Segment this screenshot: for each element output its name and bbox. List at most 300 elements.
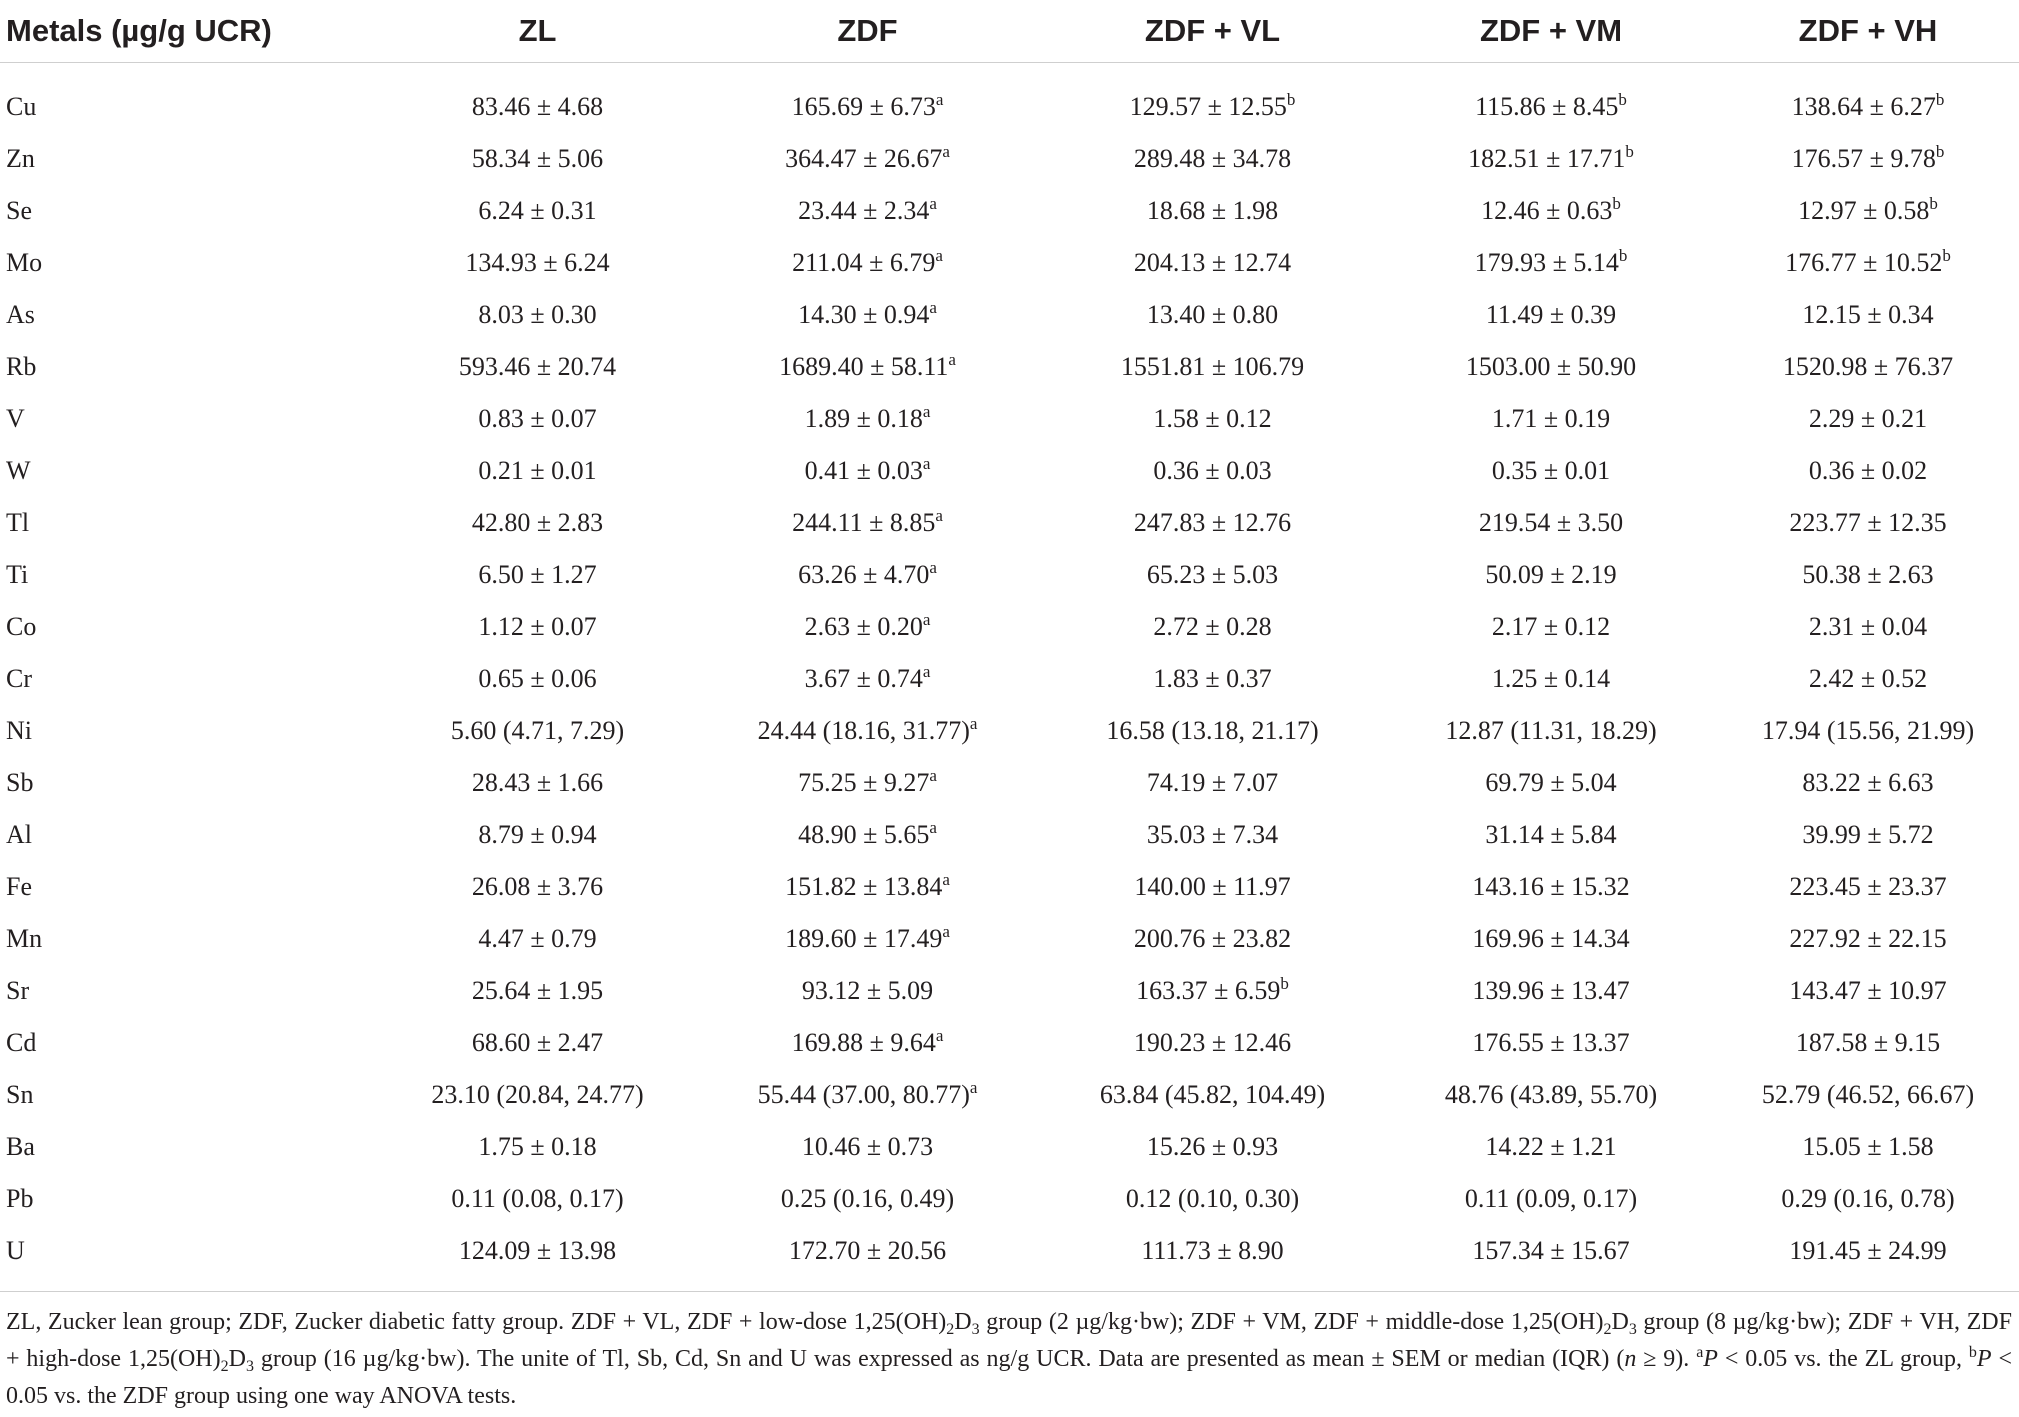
cell-value: 1.71 ± 0.19 bbox=[1491, 404, 1611, 433]
cell-value: 58.34 ± 5.06 bbox=[471, 144, 604, 173]
value-cell bbox=[695, 1173, 1040, 1225]
value-cell bbox=[695, 1225, 1040, 1292]
value-cell bbox=[1717, 1121, 2019, 1173]
cell-value: 364.47 ± 26.67 bbox=[785, 144, 943, 173]
cell-value: 169.88 ± 9.64 bbox=[791, 1028, 936, 1057]
value-cell bbox=[380, 341, 695, 393]
cell-value: 2.17 ± 0.12 bbox=[1491, 612, 1611, 641]
value-cell bbox=[1385, 757, 1717, 809]
value-cell bbox=[1717, 445, 2019, 497]
value-cell bbox=[695, 653, 1040, 705]
value-cell bbox=[380, 1225, 695, 1292]
table-row bbox=[0, 757, 2019, 809]
cell-value: 2.63 ± 0.20 bbox=[804, 612, 923, 641]
value-cell bbox=[1717, 861, 2019, 913]
significance-marker: a bbox=[929, 194, 937, 213]
value-cell bbox=[1385, 1225, 1717, 1292]
metal-name-cell: U bbox=[0, 1225, 380, 1292]
value-cell bbox=[380, 133, 695, 185]
cell-value: 1.25 ± 0.14 bbox=[1491, 664, 1611, 693]
cell-value: 176.77 ± 10.52 bbox=[1785, 248, 1943, 277]
significance-marker: a bbox=[942, 922, 950, 941]
cell-value: 75.25 ± 9.27 bbox=[798, 768, 930, 797]
cell-value: 12.15 ± 0.34 bbox=[1802, 300, 1934, 329]
value-cell bbox=[1040, 133, 1385, 185]
value-cell bbox=[1717, 913, 2019, 965]
cell-value: 10.46 ± 0.73 bbox=[801, 1132, 934, 1161]
significance-marker: b bbox=[1618, 246, 1628, 265]
value-cell bbox=[1385, 237, 1717, 289]
value-cell bbox=[695, 1017, 1040, 1069]
value-cell bbox=[1040, 653, 1385, 705]
value-cell bbox=[695, 185, 1040, 237]
value-cell bbox=[1385, 341, 1717, 393]
value-cell bbox=[1385, 1069, 1717, 1121]
value-cell bbox=[1717, 757, 2019, 809]
metal-name-cell: Co bbox=[6, 612, 37, 641]
value-cell bbox=[695, 393, 1040, 445]
metal-name-cell: Se bbox=[6, 196, 32, 225]
table-row bbox=[0, 63, 2019, 134]
value-cell bbox=[380, 237, 695, 289]
column-header-zdf-vl: ZDF + VL bbox=[1040, 0, 1385, 63]
value-cell bbox=[695, 63, 1040, 134]
table-row bbox=[0, 965, 2019, 1017]
cell-value: 14.22 ± 1.21 bbox=[1485, 1132, 1617, 1161]
column-header-zdf-vm: ZDF + VM bbox=[1385, 0, 1717, 63]
value-cell bbox=[1040, 393, 1385, 445]
significance-marker: a bbox=[935, 506, 943, 525]
cell-value: 1520.98 ± 76.37 bbox=[1782, 352, 1954, 381]
value-cell bbox=[1040, 861, 1385, 913]
cell-value: 48.76 (43.89, 55.70) bbox=[1444, 1080, 1658, 1109]
cell-value: 0.29 (0.16, 0.78) bbox=[1781, 1184, 1955, 1213]
cell-value: 1.89 ± 0.18 bbox=[804, 404, 923, 433]
column-header-zdf-vh: ZDF + VH bbox=[1717, 0, 2019, 63]
cell-value: 200.76 ± 23.82 bbox=[1133, 924, 1292, 953]
cell-value: 1503.00 ± 50.90 bbox=[1465, 352, 1637, 381]
value-cell bbox=[695, 549, 1040, 601]
significance-marker: b bbox=[1929, 194, 1938, 213]
value-cell bbox=[1717, 237, 2019, 289]
footnote-text: < 0.05 vs. the ZL group, bbox=[1717, 1346, 1969, 1372]
cell-value: 8.79 ± 0.94 bbox=[478, 820, 597, 849]
footnote-text: D bbox=[228, 1346, 246, 1372]
cell-value: 50.38 ± 2.63 bbox=[1802, 560, 1934, 589]
cell-value: 0.35 ± 0.01 bbox=[1491, 456, 1611, 485]
value-cell bbox=[1040, 63, 1385, 134]
significance-marker: a bbox=[942, 142, 950, 161]
value-cell bbox=[380, 1069, 695, 1121]
table-row bbox=[0, 601, 2019, 653]
value-cell bbox=[695, 861, 1040, 913]
value-cell bbox=[380, 289, 695, 341]
value-cell bbox=[695, 289, 1040, 341]
metal-name-cell: Ti bbox=[6, 560, 29, 589]
significance-marker: a bbox=[929, 298, 937, 317]
value-cell bbox=[1040, 601, 1385, 653]
value-cell bbox=[380, 601, 695, 653]
value-cell bbox=[380, 913, 695, 965]
table-row bbox=[0, 913, 2019, 965]
cell-value: 1.75 ± 0.18 bbox=[478, 1132, 597, 1161]
cell-value: 0.12 (0.10, 0.30) bbox=[1125, 1184, 1300, 1213]
cell-value: 8.03 ± 0.30 bbox=[478, 300, 597, 329]
value-cell bbox=[1385, 133, 1717, 185]
significance-marker: a bbox=[935, 90, 944, 109]
footnote-italic-p: P bbox=[1703, 1346, 1718, 1372]
footnote-text: group (16 µg/kg·bw). The unite of Tl, Sb, Cd, Sn and U was expressed as ng/g UCR. Data are presented as mean ± SEM or median (IQR) ( bbox=[253, 1346, 1625, 1372]
cell-value: 176.55 ± 13.37 bbox=[1472, 1028, 1630, 1057]
cell-value: 223.77 ± 12.35 bbox=[1789, 508, 1947, 537]
cell-value: 28.43 ± 1.66 bbox=[471, 768, 604, 797]
value-cell bbox=[1385, 63, 1717, 134]
value-cell bbox=[1040, 757, 1385, 809]
value-cell bbox=[1385, 861, 1717, 913]
value-cell bbox=[380, 809, 695, 861]
metal-name-cell: Mn bbox=[6, 924, 43, 953]
value-cell bbox=[1040, 809, 1385, 861]
value-cell bbox=[380, 445, 695, 497]
metal-name-cell: Mo bbox=[6, 248, 43, 277]
cell-value: 0.11 (0.08, 0.17) bbox=[451, 1184, 624, 1213]
footnote-subscript: 2 bbox=[1603, 1321, 1612, 1338]
cell-value: 1.83 ± 0.37 bbox=[1153, 664, 1272, 693]
metal-name-cell: Zn bbox=[6, 144, 35, 173]
cell-value: 157.34 ± 15.67 bbox=[1472, 1236, 1630, 1265]
cell-value: 2.72 ± 0.28 bbox=[1153, 612, 1272, 641]
footnote-subscript: 2 bbox=[946, 1321, 955, 1338]
cell-value: 1689.40 ± 58.11 bbox=[779, 352, 949, 381]
footnote-text: ZL, Zucker lean group; ZDF, Zucker diabetic fatty group. ZDF + VL, ZDF + low-dose 1,25(OH) bbox=[6, 1309, 947, 1335]
cell-value: 182.51 ± 17.71 bbox=[1468, 144, 1626, 173]
header-row bbox=[0, 0, 2019, 63]
column-header-metals: Metals (µg/g UCR) bbox=[0, 0, 380, 63]
value-cell bbox=[1717, 809, 2019, 861]
cell-value: 244.11 ± 8.85 bbox=[792, 508, 936, 537]
cell-value: 31.14 ± 5.84 bbox=[1485, 820, 1617, 849]
value-cell bbox=[1385, 809, 1717, 861]
cell-value: 227.92 ± 22.15 bbox=[1789, 924, 1947, 953]
cell-value: 219.54 ± 3.50 bbox=[1478, 508, 1624, 537]
cell-value: 151.82 ± 13.84 bbox=[785, 872, 943, 901]
significance-marker: a bbox=[922, 454, 931, 473]
table-row bbox=[0, 133, 2019, 185]
value-cell bbox=[1040, 185, 1385, 237]
metal-name-cell: Cu bbox=[6, 92, 37, 121]
significance-marker: a bbox=[935, 246, 943, 265]
cell-value: 42.80 ± 2.83 bbox=[471, 508, 604, 537]
cell-value: 50.09 ± 2.19 bbox=[1485, 560, 1617, 589]
cell-value: 129.57 ± 12.55 bbox=[1129, 92, 1287, 121]
value-cell bbox=[1040, 1173, 1385, 1225]
significance-marker: a bbox=[929, 818, 937, 837]
value-cell bbox=[1717, 965, 2019, 1017]
value-cell bbox=[695, 133, 1040, 185]
cell-value: 68.60 ± 2.47 bbox=[471, 1028, 604, 1057]
significance-marker: a bbox=[922, 402, 931, 421]
value-cell bbox=[1385, 185, 1717, 237]
value-cell bbox=[695, 601, 1040, 653]
value-cell bbox=[695, 757, 1040, 809]
metal-name-cell: Rb bbox=[6, 352, 37, 381]
table-row bbox=[0, 237, 2019, 289]
cell-value: 138.64 ± 6.27 bbox=[1791, 92, 1936, 121]
value-cell bbox=[380, 1017, 695, 1069]
cell-value: 83.22 ± 6.63 bbox=[1802, 768, 1934, 797]
footnote-text: group (2 µg/kg·bw); ZDF + VM, ZDF + middle-dose 1,25(OH) bbox=[979, 1309, 1604, 1335]
value-cell bbox=[1717, 133, 2019, 185]
cell-value: 15.26 ± 0.93 bbox=[1146, 1132, 1279, 1161]
cell-value: 63.26 ± 4.70 bbox=[798, 560, 930, 589]
cell-value: 115.86 ± 8.45 bbox=[1475, 92, 1619, 121]
cell-value: 593.46 ± 20.74 bbox=[458, 352, 617, 381]
significance-marker: b bbox=[1935, 90, 1945, 109]
column-header-zl: ZL bbox=[380, 0, 695, 63]
value-cell bbox=[380, 185, 695, 237]
cell-value: 191.45 ± 24.99 bbox=[1789, 1236, 1947, 1265]
footnote-text: group (8 µg/kg·bw); ZDF + VH, ZDF + high-dose 1,25(OH) bbox=[6, 1309, 2012, 1372]
value-cell bbox=[1385, 913, 1717, 965]
cell-value: 1551.81 ± 106.79 bbox=[1120, 352, 1305, 381]
cell-value: 65.23 ± 5.03 bbox=[1146, 560, 1279, 589]
significance-marker: b bbox=[1280, 974, 1289, 993]
cell-value: 11.49 ± 0.39 bbox=[1485, 300, 1617, 329]
table-row bbox=[0, 1225, 2019, 1292]
metal-name-cell: Cr bbox=[6, 664, 32, 693]
value-cell bbox=[1717, 393, 2019, 445]
table-row bbox=[0, 549, 2019, 601]
cell-value: 111.73 ± 8.90 bbox=[1141, 1236, 1284, 1265]
footnote-superscript-a: a bbox=[1696, 1344, 1704, 1361]
cell-value: 2.29 ± 0.21 bbox=[1808, 404, 1928, 433]
significance-marker: a bbox=[969, 714, 978, 733]
footnote-text: ≥ 9). bbox=[1636, 1346, 1697, 1372]
footnote-subscript: 3 bbox=[245, 1358, 254, 1375]
cell-value: 289.48 ± 34.78 bbox=[1133, 144, 1292, 173]
value-cell bbox=[1040, 341, 1385, 393]
value-cell bbox=[1385, 1017, 1717, 1069]
footnote-italic-p: P bbox=[1976, 1346, 1992, 1372]
cell-value: 1.12 ± 0.07 bbox=[478, 612, 597, 641]
metal-name-cell: Ni bbox=[6, 716, 32, 745]
value-cell bbox=[1385, 549, 1717, 601]
value-cell bbox=[695, 497, 1040, 549]
value-cell bbox=[1717, 549, 2019, 601]
cell-value: 187.58 ± 9.15 bbox=[1795, 1028, 1941, 1057]
metal-name-cell: W bbox=[6, 456, 31, 485]
footnote-subscript: 3 bbox=[1628, 1321, 1637, 1338]
table-row bbox=[0, 393, 2019, 445]
cell-value: 176.57 ± 9.78 bbox=[1791, 144, 1936, 173]
table-body bbox=[0, 63, 2019, 1292]
metal-name-cell: Sr bbox=[6, 976, 30, 1005]
cell-value: 2.42 ± 0.52 bbox=[1808, 664, 1928, 693]
cell-value: 247.83 ± 12.76 bbox=[1133, 508, 1292, 537]
value-cell bbox=[1717, 601, 2019, 653]
cell-value: 0.21 ± 0.01 bbox=[478, 456, 597, 485]
metal-name-cell: Al bbox=[6, 820, 32, 849]
cell-value: 172.70 ± 20.56 bbox=[788, 1236, 947, 1265]
cell-value: 6.24 ± 0.31 bbox=[478, 196, 597, 225]
footnote-text: D bbox=[954, 1309, 972, 1335]
cell-value: 163.37 ± 6.59 bbox=[1136, 976, 1281, 1005]
metal-name-cell: Cd bbox=[6, 1028, 37, 1057]
value-cell bbox=[1385, 653, 1717, 705]
value-cell bbox=[1385, 289, 1717, 341]
value-cell bbox=[380, 705, 695, 757]
metal-name-cell: Sb bbox=[6, 768, 34, 797]
metal-name-cell: V bbox=[6, 404, 25, 433]
cell-value: 0.41 ± 0.03 bbox=[804, 456, 923, 485]
cell-value: 39.99 ± 5.72 bbox=[1802, 820, 1934, 849]
value-cell bbox=[695, 965, 1040, 1017]
value-cell bbox=[1040, 965, 1385, 1017]
cell-value: 74.19 ± 7.07 bbox=[1146, 768, 1279, 797]
cell-value: 26.08 ± 3.76 bbox=[471, 872, 604, 901]
value-cell bbox=[1385, 965, 1717, 1017]
significance-marker: a bbox=[929, 558, 937, 577]
cell-value: 4.47 ± 0.79 bbox=[478, 924, 597, 953]
significance-marker: a bbox=[935, 1026, 944, 1045]
cell-value: 16.58 (13.18, 21.17) bbox=[1106, 716, 1319, 745]
cell-value: 204.13 ± 12.74 bbox=[1133, 248, 1292, 277]
significance-marker: b bbox=[1942, 246, 1951, 265]
cell-value: 25.64 ± 1.95 bbox=[471, 976, 604, 1005]
value-cell bbox=[1717, 185, 2019, 237]
column-header-zdf: ZDF bbox=[695, 0, 1040, 63]
cell-value: 48.90 ± 5.65 bbox=[798, 820, 930, 849]
value-cell bbox=[380, 1173, 695, 1225]
value-cell bbox=[695, 1069, 1040, 1121]
table-row bbox=[0, 1017, 2019, 1069]
value-cell bbox=[1717, 341, 2019, 393]
value-cell bbox=[380, 757, 695, 809]
value-cell bbox=[1040, 913, 1385, 965]
value-cell bbox=[1717, 1017, 2019, 1069]
value-cell bbox=[695, 1121, 1040, 1173]
table-row bbox=[0, 445, 2019, 497]
metal-name-cell: As bbox=[6, 300, 35, 329]
cell-value: 0.65 ± 0.06 bbox=[478, 664, 597, 693]
cell-value: 17.94 (15.56, 21.99) bbox=[1761, 716, 1975, 745]
cell-value: 0.36 ± 0.02 bbox=[1808, 456, 1928, 485]
cell-value: 52.79 (46.52, 66.67) bbox=[1761, 1080, 1975, 1109]
value-cell bbox=[380, 497, 695, 549]
cell-value: 189.60 ± 17.49 bbox=[785, 924, 943, 953]
significance-marker: b bbox=[1935, 142, 1945, 161]
cell-value: 2.31 ± 0.04 bbox=[1808, 612, 1928, 641]
value-cell bbox=[1040, 445, 1385, 497]
value-cell bbox=[1717, 1225, 2019, 1292]
value-cell bbox=[380, 1121, 695, 1173]
cell-value: 12.87 (11.31, 18.29) bbox=[1445, 716, 1657, 745]
value-cell bbox=[695, 913, 1040, 965]
cell-value: 23.44 ± 2.34 bbox=[798, 196, 930, 225]
value-cell bbox=[1040, 497, 1385, 549]
cell-value: 143.47 ± 10.97 bbox=[1789, 976, 1947, 1005]
table-footnote bbox=[6, 1304, 2012, 1415]
cell-value: 0.11 (0.09, 0.17) bbox=[1464, 1184, 1638, 1213]
cell-value: 223.45 ± 23.37 bbox=[1789, 872, 1947, 901]
value-cell bbox=[380, 63, 695, 134]
value-cell bbox=[1040, 237, 1385, 289]
value-cell bbox=[1717, 497, 2019, 549]
cell-value: 23.10 (20.84, 24.77) bbox=[431, 1080, 644, 1109]
cell-value: 18.68 ± 1.98 bbox=[1146, 196, 1279, 225]
value-cell bbox=[1717, 1173, 2019, 1225]
value-cell bbox=[1385, 601, 1717, 653]
cell-value: 69.79 ± 5.04 bbox=[1485, 768, 1617, 797]
significance-marker: a bbox=[942, 870, 950, 889]
cell-value: 179.93 ± 5.14 bbox=[1474, 248, 1619, 277]
value-cell bbox=[380, 653, 695, 705]
cell-value: 12.46 ± 0.63 bbox=[1481, 196, 1613, 225]
significance-marker: a bbox=[969, 1078, 978, 1097]
value-cell bbox=[1385, 393, 1717, 445]
value-cell bbox=[380, 965, 695, 1017]
cell-value: 124.09 ± 13.98 bbox=[458, 1236, 617, 1265]
value-cell bbox=[380, 861, 695, 913]
cell-value: 140.00 ± 11.97 bbox=[1134, 872, 1291, 901]
significance-marker: b bbox=[1625, 142, 1634, 161]
cell-value: 93.12 ± 5.09 bbox=[801, 976, 934, 1005]
value-cell bbox=[1040, 549, 1385, 601]
metal-name-cell: Ba bbox=[6, 1132, 35, 1161]
significance-marker: a bbox=[922, 610, 931, 629]
cell-value: 14.30 ± 0.94 bbox=[798, 300, 930, 329]
metal-name-cell: Fe bbox=[6, 872, 32, 901]
cell-value: 83.46 ± 4.68 bbox=[471, 92, 604, 121]
table-row bbox=[0, 809, 2019, 861]
value-cell bbox=[1717, 653, 2019, 705]
metal-name-cell: Pb bbox=[6, 1184, 34, 1213]
cell-value: 15.05 ± 1.58 bbox=[1802, 1132, 1934, 1161]
cell-value: 211.04 ± 6.79 bbox=[792, 248, 936, 277]
table-row bbox=[0, 861, 2019, 913]
significance-marker: b bbox=[1612, 194, 1621, 213]
table-row bbox=[0, 185, 2019, 237]
cell-value: 5.60 (4.71, 7.29) bbox=[450, 716, 625, 745]
value-cell bbox=[1385, 705, 1717, 757]
cell-value: 0.36 ± 0.03 bbox=[1153, 456, 1272, 485]
footnote-text: D bbox=[1611, 1309, 1629, 1335]
cell-value: 134.93 ± 6.24 bbox=[465, 248, 610, 277]
value-cell bbox=[1385, 497, 1717, 549]
table-row bbox=[0, 653, 2019, 705]
footnote-italic-n: n bbox=[1624, 1346, 1637, 1372]
value-cell bbox=[1040, 705, 1385, 757]
table-row bbox=[0, 289, 2019, 341]
cell-value: 35.03 ± 7.34 bbox=[1146, 820, 1279, 849]
cell-value: 6.50 ± 1.27 bbox=[478, 560, 597, 589]
cell-value: 55.44 (37.00, 80.77) bbox=[757, 1080, 970, 1109]
significance-marker: a bbox=[929, 766, 937, 785]
cell-value: 3.67 ± 0.74 bbox=[804, 664, 923, 693]
significance-marker: a bbox=[922, 662, 931, 681]
value-cell bbox=[695, 237, 1040, 289]
table-row bbox=[0, 497, 2019, 549]
value-cell bbox=[695, 445, 1040, 497]
cell-value: 143.16 ± 15.32 bbox=[1472, 872, 1630, 901]
value-cell bbox=[1040, 1225, 1385, 1292]
value-cell bbox=[1385, 1121, 1717, 1173]
significance-marker: b bbox=[1618, 90, 1627, 109]
value-cell bbox=[1717, 289, 2019, 341]
value-cell bbox=[1717, 63, 2019, 134]
cell-value: 169.96 ± 14.34 bbox=[1472, 924, 1630, 953]
cell-value: 0.25 (0.16, 0.49) bbox=[780, 1184, 955, 1213]
